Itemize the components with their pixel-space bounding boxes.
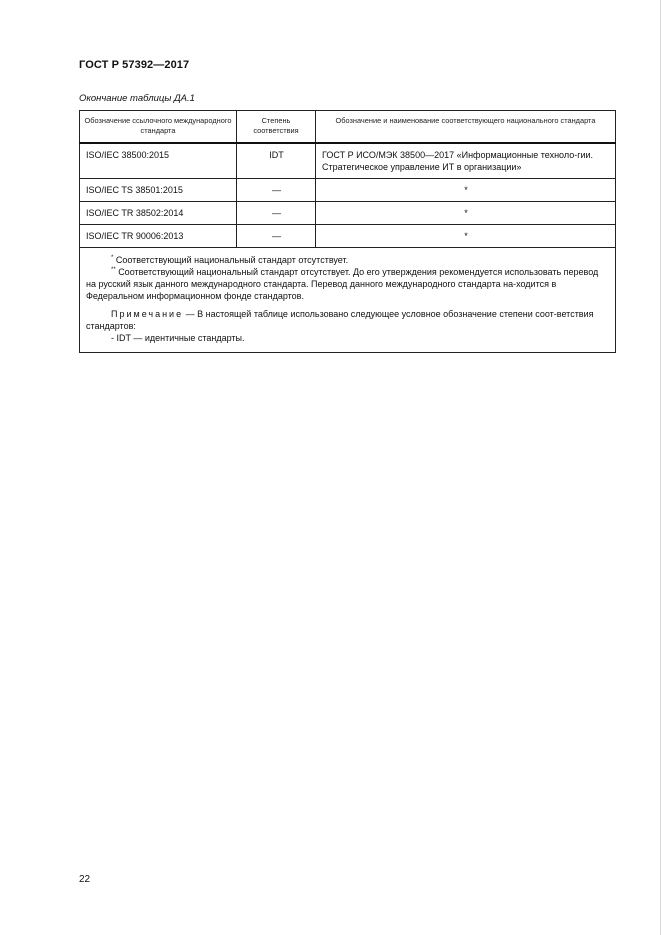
cell-degree: —	[237, 179, 316, 202]
cell-national: *	[316, 225, 616, 248]
note-item: - IDT — идентичные стандарты.	[111, 333, 245, 343]
table-caption: Окончание таблицы ДА.1	[79, 93, 195, 104]
table-row	[80, 225, 616, 248]
footnote-1	[86, 254, 607, 266]
cell-national: *	[316, 179, 616, 202]
column-header-international: Обозначение ссылочного международного стандарта	[80, 111, 237, 144]
table-header-row	[80, 111, 616, 144]
column-header-degree: Степень соответствия	[237, 111, 316, 144]
cell-standard: ISO/IEC TR 90006:2013	[80, 225, 237, 248]
table-row	[80, 202, 616, 225]
footnote-2-text: Соответствующий национальный стандарт отсутствует. До его утверждения рекомендуется использовать перевод на русский язык данного международного стандарта. Перевод данного международного стандарта на-ходится в Федеральном информационном фонде стандартов.	[86, 267, 599, 301]
cell-degree: IDT	[237, 143, 316, 179]
note-text: — В настоящей таблице использовано следующее условное обозначение степени соот-ветствия стандартов:	[86, 309, 594, 331]
page-number: 22	[79, 874, 91, 885]
reference-table	[79, 110, 615, 353]
cell-standard: ISO/IEC TR 38502:2014	[80, 202, 237, 225]
cell-standard: ISO/IEC TS 38501:2015	[80, 179, 237, 202]
column-header-national: Обозначение и наименование соответствующего национального стандарта	[316, 111, 616, 144]
cell-national: *	[316, 202, 616, 225]
cell-national: ГОСТ Р ИСО/МЭК 38500—2017 «Информационные техноло-гии. Стратегическое управление ИТ в организации»	[316, 143, 616, 179]
table-note	[86, 308, 607, 332]
cell-degree: —	[237, 225, 316, 248]
table-footnotes-row	[80, 248, 616, 353]
table-row	[80, 179, 616, 202]
footnote-2-mark: **	[111, 267, 116, 273]
document-code: ГОСТ Р 57392—2017	[79, 59, 190, 71]
footnote-1-mark: *	[111, 255, 114, 261]
table-footnotes	[80, 248, 616, 353]
note-label: Примечание	[111, 309, 184, 319]
footnote-2	[86, 266, 607, 302]
footnote-1-text: Соответствующий национальный стандарт отсутствует.	[115, 255, 349, 265]
cell-degree: —	[237, 202, 316, 225]
cell-standard: ISO/IEC 38500:2015	[80, 143, 237, 179]
table-row	[80, 143, 616, 179]
